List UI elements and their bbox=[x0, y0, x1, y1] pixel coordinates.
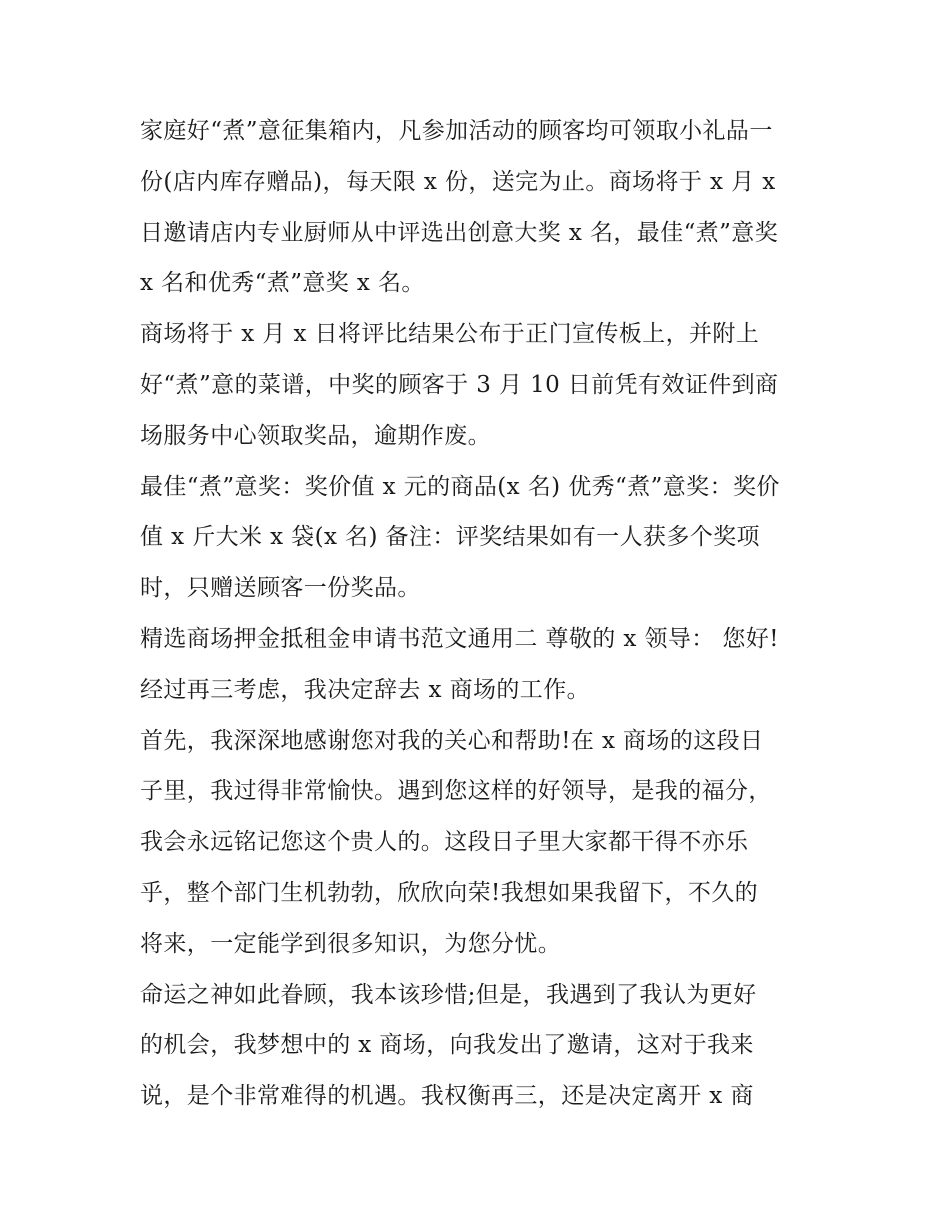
text-line: 经过再三考虑，我决定辞去 x 商场的工作。 bbox=[140, 676, 590, 703]
text-line: 命运之神如此眷顾，我本该珍惜;但是，我遇到了我认为更好 bbox=[140, 981, 757, 1008]
text-line: 首先，我深深地感谢您对我的关心和帮助!在 x 商场的这段日 bbox=[140, 727, 764, 754]
text-line: 乎，整个部门生机勃勃，欣欣向荣!我想如果我留下，不久的 bbox=[140, 879, 759, 906]
text-line: 我会永远铭记您这个贵人的。这段日子里大家都干得不亦乐 bbox=[140, 829, 749, 856]
text-line: 时，只赠送顾客一份奖品。 bbox=[140, 575, 421, 602]
document-body bbox=[140, 106, 812, 1122]
text-line: 商场将于 x 月 x 日将评比结果公布于正门宣传板上，并附上 bbox=[140, 321, 760, 348]
text-line: 子里，我过得非常愉快。遇到您这样的好领导，是我的福分， bbox=[140, 778, 772, 805]
text-line: 最佳“煮”意奖：奖价值 x 元的商品(x 名) 优秀“煮”意奖：奖价 bbox=[140, 473, 780, 500]
text-line: 份(店内库存赠品)，每天限 x 份，送完为止。商场将于 x 月 x bbox=[140, 168, 776, 195]
text-line: 日邀请店内专业厨师从中评选出创意大奖 x 名，最佳“煮”意奖 bbox=[140, 219, 779, 246]
text-line: 精选商场押金抵租金申请书范文通用二 尊敬的 x 领导： 您好! bbox=[140, 625, 779, 652]
text-line: 的机会，我梦想中的 x 商场，向我发出了邀请，这对于我来 bbox=[140, 1032, 754, 1059]
text-line: 将来，一定能学到很多知识，为您分忧。 bbox=[140, 930, 562, 957]
text-line: 场服务中心领取奖品，逾期作废。 bbox=[140, 422, 491, 449]
text-line: 说，是个非常难得的机遇。我权衡再三，还是决定离开 x 商 bbox=[140, 1083, 754, 1110]
text-line: 值 x 斤大米 x 袋(x 名) 备注：评奖结果如有一人获多个奖项 bbox=[140, 524, 760, 551]
text-line: x 名和优秀“煮”意奖 x 名。 bbox=[140, 270, 425, 297]
text-line: 好“煮”意的菜谱，中奖的顾客于 3 月 10 日前凭有效证件到商 bbox=[140, 371, 779, 398]
text-line: 家庭好“煮”意征集箱内，凡参加活动的顾客均可领取小礼品一 bbox=[140, 118, 773, 144]
